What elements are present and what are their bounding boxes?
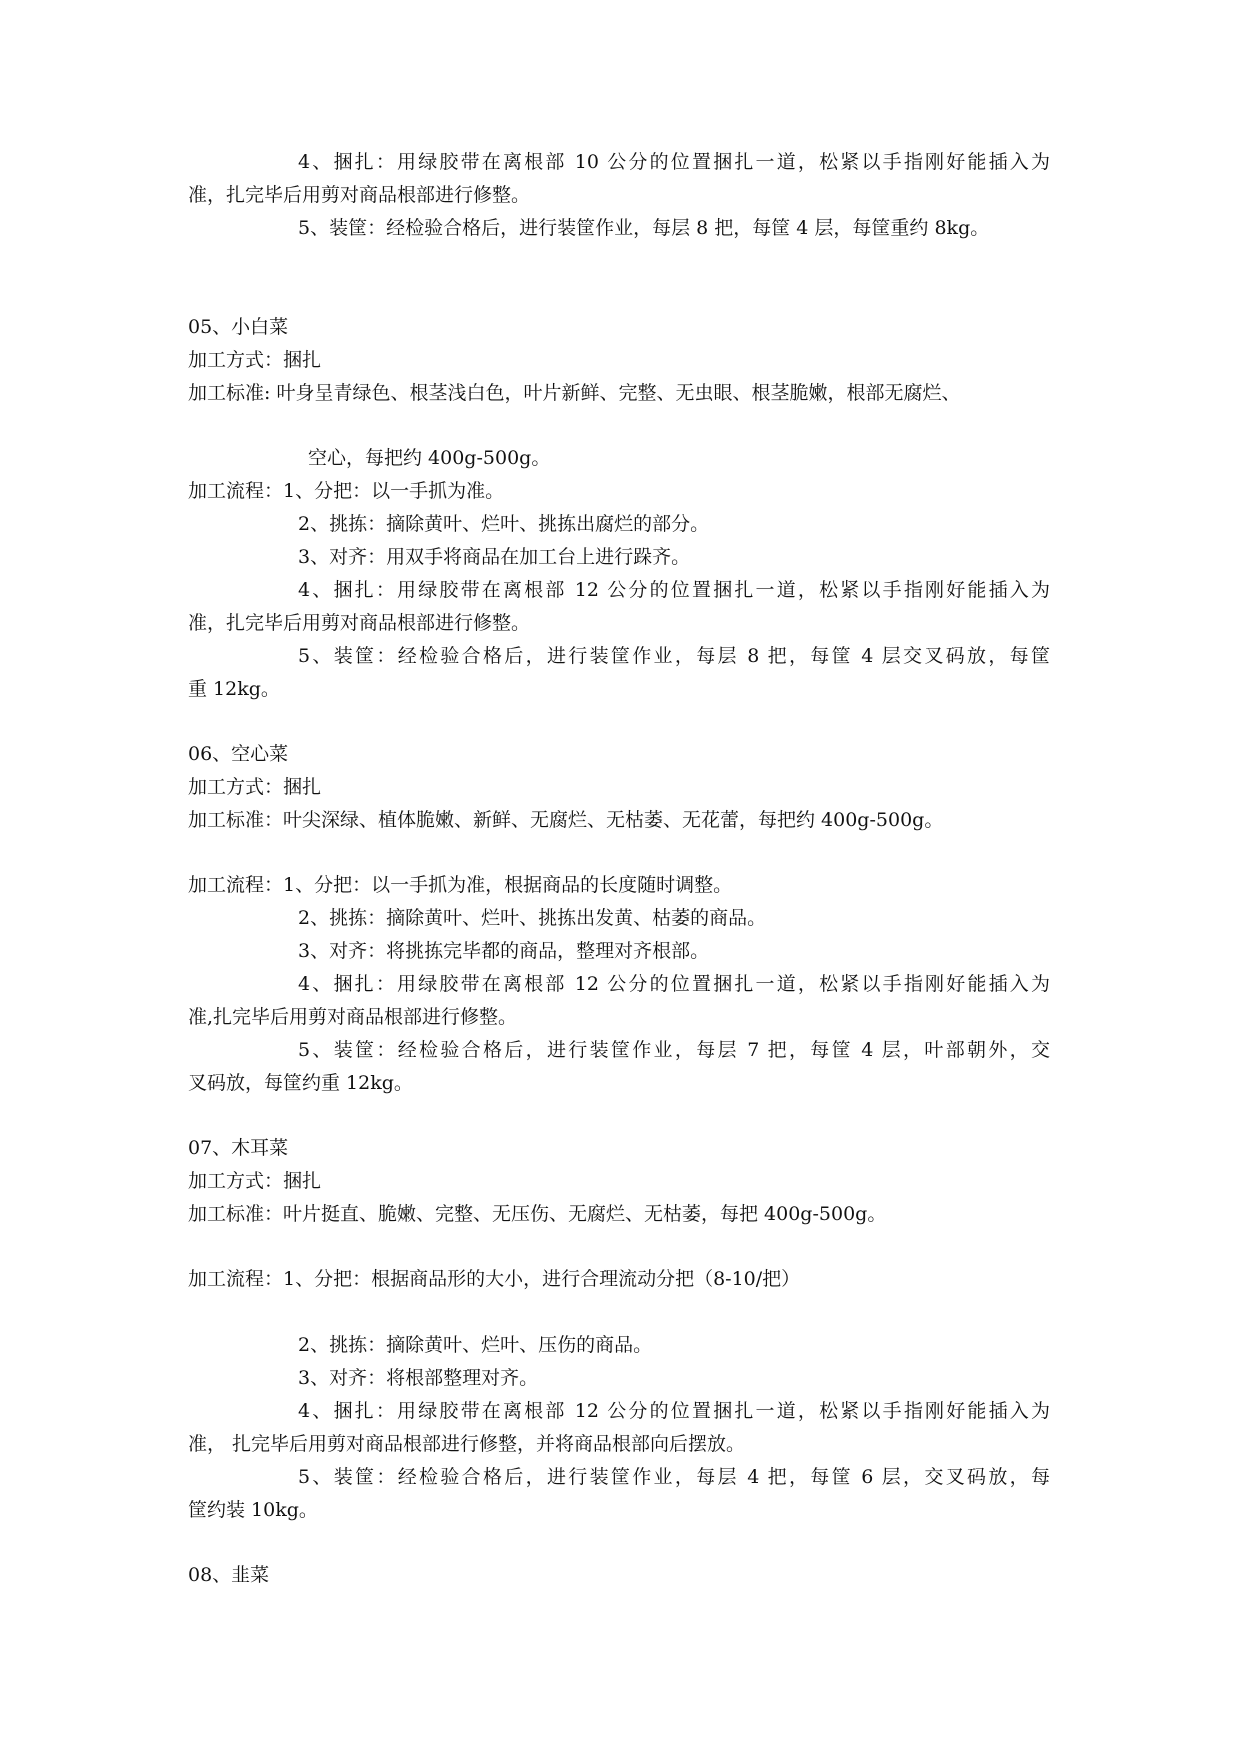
text-line: 2、挑拣：摘除黄叶、烂叶、压伤的商品。: [298, 1334, 653, 1356]
text-line: 加工标准：叶片挺直、脆嫩、完整、无压伤、无腐烂、无枯萎，每把 400g-500g。: [188, 1203, 887, 1225]
text-line: 5、装筐：经检验合格后，进行装筐作业，每层 8 把，每筐 4 层，每筐重约 8kg。: [298, 217, 990, 239]
text-line: 5、装筐：经检验合格后，进行装筐作业，每层 7 把，每筐 4 层，叶部朝外，交: [298, 1039, 1050, 1061]
section-heading: 08、韭菜: [188, 1564, 270, 1586]
text-line: 加工标准：叶尖深绿、植体脆嫩、新鲜、无腐烂、无枯萎、无花蕾，每把约 400g-500g。: [188, 809, 944, 831]
text-line: 加工标准: 叶身呈青绿色、根茎浅白色，叶片新鲜、完整、无虫眼、根茎脆嫩，根部无腐烂、: [188, 382, 961, 404]
text-line: 加工方式：捆扎: [188, 349, 322, 371]
text-line: 2、挑拣：摘除黄叶、烂叶、挑拣出腐烂的部分。: [298, 513, 710, 535]
text-line: 叉码放，每筐约重 12kg。: [188, 1072, 413, 1094]
text-line: 准,扎完毕后用剪对商品根部进行修整。: [188, 1006, 518, 1028]
text-line: 准， 扎完毕后用剪对商品根部进行修整，并将商品根部向后摆放。: [188, 1433, 746, 1455]
text-line: 3、对齐：将根部整理对齐。: [298, 1367, 539, 1389]
section-heading: 07、木耳菜: [188, 1137, 289, 1159]
text-line: 3、对齐：用双手将商品在加工台上进行跺齐。: [298, 546, 691, 568]
text-line: 4、捆扎：用绿胶带在离根部 12 公分的位置捆扎一道，松紧以手指刚好能插入为: [298, 1400, 1050, 1422]
text-line: 筐约装 10kg。: [188, 1499, 318, 1521]
text-line: 重 12kg。: [188, 678, 280, 700]
text-line: 2、挑拣：摘除黄叶、烂叶、挑拣出发黄、枯萎的商品。: [298, 907, 767, 929]
text-line: 3、对齐：将挑拣完毕都的商品，整理对齐根部。: [298, 940, 710, 962]
text-line: 5、装筐：经检验合格后，进行装筐作业，每层 8 把，每筐 4 层交叉码放，每筐: [298, 645, 1050, 667]
text-line: 空心，每把约 400g-500g。: [308, 447, 551, 469]
text-line: 加工方式：捆扎: [188, 1170, 322, 1192]
text-line: 加工流程：1、分把：以一手抓为准。: [188, 480, 505, 502]
text-line: 加工流程：1、分把：以一手抓为准，根据商品的长度随时调整。: [188, 874, 733, 896]
text-line: 准，扎完毕后用剪对商品根部进行修整。: [188, 612, 531, 634]
text-line: 加工流程：1、分把：根据商品形的大小，进行合理流动分把（8-10/把）: [188, 1268, 801, 1290]
section-heading: 05、小白菜: [188, 316, 289, 338]
section-heading: 06、空心菜: [188, 743, 289, 765]
text-line: 4、捆扎：用绿胶带在离根部 12 公分的位置捆扎一道，松紧以手指刚好能插入为: [298, 579, 1050, 601]
text-line: 4、捆扎：用绿胶带在离根部 10 公分的位置捆扎一道，松紧以手指刚好能插入为: [298, 151, 1050, 173]
text-line: 加工方式：捆扎: [188, 776, 322, 798]
text-line: 4、捆扎：用绿胶带在离根部 12 公分的位置捆扎一道，松紧以手指刚好能插入为: [298, 973, 1050, 995]
text-line: 5、装筐：经检验合格后，进行装筐作业，每层 4 把，每筐 6 层，交叉码放，每: [298, 1466, 1050, 1488]
text-line: 准，扎完毕后用剪对商品根部进行修整。: [188, 184, 531, 206]
